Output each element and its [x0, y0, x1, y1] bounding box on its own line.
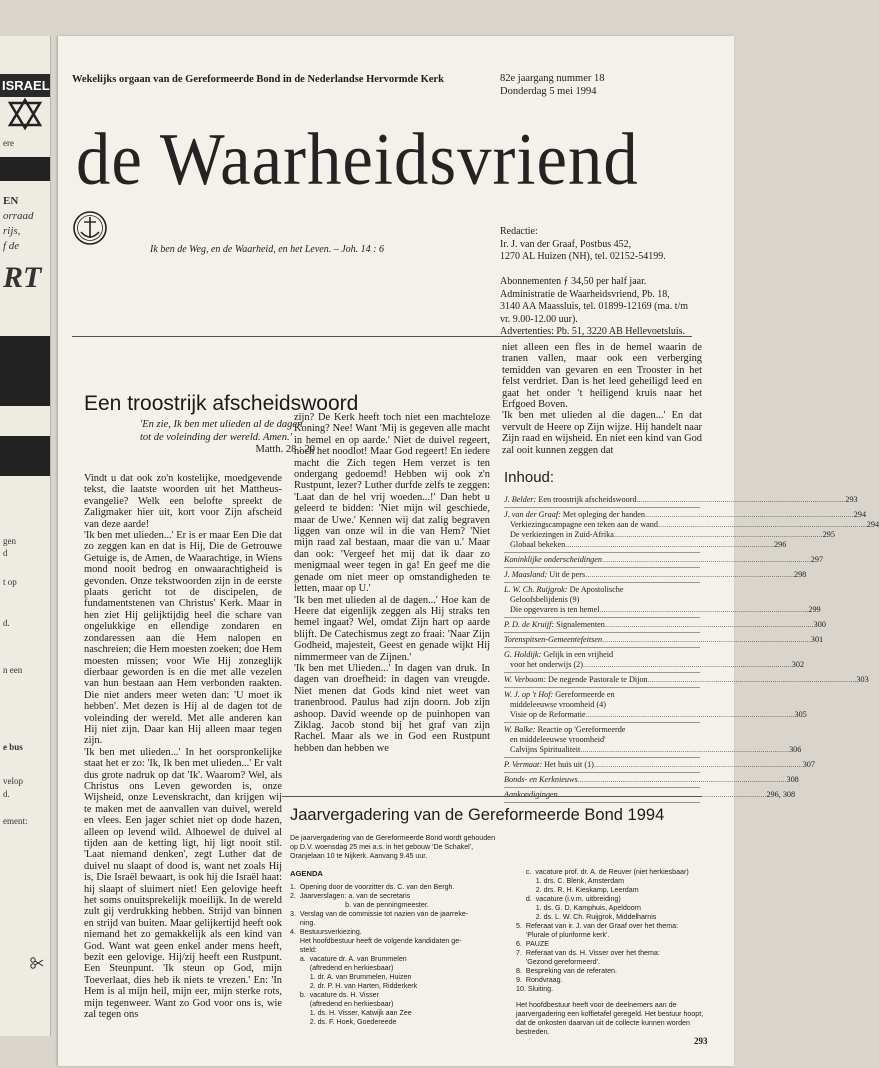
- agenda-line: 6. PAUZE: [516, 940, 549, 948]
- toc-page: 298: [793, 570, 807, 579]
- toc-page: 299: [808, 605, 821, 614]
- toc-page: 294: [853, 510, 867, 519]
- toc-author: Bonds- en Kerknieuws: [504, 775, 578, 784]
- article-column-1: [84, 473, 282, 1021]
- prev-ad-block: [0, 336, 50, 406]
- organ-line: Wekelijks orgaan van de Gereformeerde Bond in de Nederlandse Hervormde Kerk: [72, 74, 444, 85]
- prev-fragment: gen: [3, 535, 16, 546]
- subscription-line: Advertenties: Pb. 51, 3220 AB Hellevoetsluis.: [500, 326, 685, 337]
- issue-date: Donderdag 5 mei 1994: [500, 86, 597, 98]
- agenda-line: b. vacature ds. H. Visser: [290, 991, 379, 999]
- agenda-label: AGENDA: [290, 869, 323, 878]
- divider: [72, 336, 692, 337]
- toc-line-text: [504, 725, 625, 735]
- toc-item: [504, 583, 821, 618]
- subscription-line: 3140 AA Maassluis, tel. 01899-12169 (ma. t/m: [500, 301, 689, 312]
- toc-leader: [645, 510, 854, 520]
- toc-line: [504, 555, 824, 565]
- toc-author: Torenspitsen-Gemeentefeitsen: [504, 635, 603, 644]
- toc-text: Met opleging der handen: [560, 510, 645, 519]
- epigraph-text: 'En zie, Ik ben met ulieden al de dagen tot de voleinding der wereld. Amen.': [140, 419, 303, 443]
- toc-page: 306: [789, 745, 802, 754]
- toc-line-text: [510, 540, 565, 550]
- agenda-line: ning.: [290, 919, 316, 927]
- toc-item: [504, 758, 815, 773]
- toc-text: Calvijns Spiritualiteit: [510, 745, 581, 754]
- toc-line-text: [504, 760, 594, 770]
- agenda-line: 2. dr. P. H. van Harten, Ridderkerk: [290, 982, 418, 990]
- toc-page: 296, 308: [766, 790, 796, 799]
- toc-text: De negende Pastorale te Dijon: [546, 675, 648, 684]
- toc-line-text: [510, 520, 658, 530]
- agenda-line: b. van de penningmeester.: [290, 901, 429, 909]
- toc-leader: [602, 635, 811, 645]
- toc-text: middeleeuwse vroomheid (4): [510, 700, 606, 709]
- toc-text: Die opgevaren is ten hemel: [510, 605, 600, 614]
- toc-line-text: [504, 510, 645, 520]
- article-title: Een troostrijk afscheidswoord: [84, 392, 359, 415]
- prev-fragment: RT: [3, 260, 42, 294]
- prev-fragment: ement:: [3, 815, 28, 826]
- article-column-2: [294, 412, 490, 791]
- agenda-line: c. vacature prof. dr. A. de Reuver (niet herkiesbaar): [516, 868, 689, 876]
- toc-leader: [578, 775, 787, 785]
- toc-text: De Apostolische: [567, 585, 624, 594]
- toc-item: [504, 648, 805, 673]
- newspaper-page: [58, 36, 879, 1066]
- toc-leader: [558, 790, 767, 800]
- toc-text: Het huis uit (1): [542, 760, 594, 769]
- toc-item: [504, 553, 824, 568]
- toc-author: Koninklijke onderscheidingen: [504, 555, 602, 564]
- agenda-line: Het hoofdbestuur heeft de volgende kandidaten ge-: [290, 937, 462, 945]
- agenda-line: 2. Jaarverslagen: a. van de secretaris: [290, 892, 411, 900]
- agenda-right-column: [516, 868, 716, 994]
- subscription-line: Abonnementen ƒ 34,50 per half jaar.: [500, 276, 647, 287]
- issue-info: [500, 72, 604, 98]
- toc-page: 301: [810, 635, 824, 644]
- toc-author: W. J. op 't Hof:: [504, 690, 554, 699]
- table-of-contents: [504, 493, 879, 803]
- agenda-line: 9. Rondvraag.: [516, 976, 563, 984]
- toc-item: [504, 618, 826, 633]
- toc-leader: [583, 660, 792, 670]
- toc-line: [504, 570, 807, 580]
- prev-fragment: n een: [3, 664, 23, 675]
- toc-line: [504, 710, 807, 720]
- toc-page: 300: [813, 620, 826, 629]
- toc-item: [504, 723, 802, 758]
- toc-leader: [586, 710, 795, 720]
- page-number: 293: [694, 1036, 708, 1046]
- toc-line-text: [504, 620, 605, 630]
- toc-leader: [648, 675, 857, 685]
- agenda-line: 'Gezond gereformeerd'.: [516, 958, 600, 966]
- toc-line-text: [504, 570, 585, 580]
- toc-line-text: [504, 775, 578, 785]
- meeting-title: Jaarvergadering van de Gereformeerde Bond 1994: [290, 806, 665, 824]
- prev-fragment: d.: [3, 789, 10, 800]
- epigraph-ref: Matth. 28 : 20: [255, 444, 315, 456]
- redaction-label: Redactie:: [500, 226, 538, 237]
- toc-line-text: [504, 790, 558, 800]
- toc-line: [504, 690, 700, 700]
- toc-line: [504, 745, 802, 755]
- paragraph: 'Ik ben met ulieden al die dagen...' En dat vervult de Heere op Zijn wijze. Hij handelt naar Zijn raad en wijsheid. En niet een kind van God zal ooit kunnen zeggen dat: [502, 410, 702, 456]
- agenda-line: 1. ds. G. D. Kamphuis, Apeldoorn: [516, 904, 641, 912]
- toc-line: [504, 660, 805, 670]
- divider: [282, 796, 702, 797]
- toc-author: J. van der Graaf:: [504, 510, 561, 519]
- prev-fragment: f de: [3, 240, 20, 253]
- paragraph: 'Ik ben met ulieden...' In het oorspronkelijke staat het er zo: 'Ik, Ik ben met ulieden...' Er valt dus grote nadruk op dat 'Ik'. Waarom? Wel, als Christus ons Leven geworden is, onze Wijsheid, onze Levenskracht, dan krijgen wij te maken met de aanvallen van duivel, wereld en vlees. Een jager schiet niet op dode hazen, alleen op levend wild. Alhoewel de duivel al tijden aan de ketting ligt, hij ligt nooit stil. 'Laat niemand denken', zegt Luther dat de duivel nu slaapt of dood is, want net zoals Hij is, Die Israël bewaart, is ook hij die Israël haat: hij slaapt of sluimert niet! Een gelovige heeft het soms onuitsprekelijk moeilijk. In de wereld zult gij verdrukking hebben. Strijd van binnen en strijd van buiten. Maar gelijkertijd heeft ook niemand het zo gemakkelijk als een kind van God. Want wat geen enkel ander mens heeft, bezit een gelovige. Hij/zij heeft een Rustpunt. Een Steunpunt. 'Ik steun op God, mijn Toeverlaat, dies heb ik niets te vrezen.' En: 'In Hem is al mijn heil, mijn eer, mijn sterke rots, mijn tegenweer. Want zo God voor ons is, wie zal tegen ons: [84, 746, 282, 1021]
- agenda-line: 4. Bestuursverkiezing.: [290, 928, 362, 936]
- toc-line: [504, 595, 700, 605]
- prev-fragment: orraad: [3, 209, 34, 222]
- toc-line-text: [504, 555, 602, 565]
- toc-text: Uit de pers: [547, 570, 586, 579]
- toc-leader: [658, 520, 867, 530]
- toc-author: P. Vermaat:: [504, 760, 543, 769]
- toc-page: 293: [845, 495, 858, 504]
- toc-text: Gelijk in een vrijheid: [541, 650, 614, 659]
- paragraph: 'Ik ben met Ulieden...' In dagen van druk. In dagen van droefheid: in dagen van vreugde. Niet menen dat Gods kind niet weet van tranenbrood. Paulus had zijn doorn. Job zijn ashoop. David weende op de puinhopen van Ziklag. Jacob stond bij het graf van zijn Rachel. Maar als we in God een Rustpunt hebben dan hebben we: [294, 662, 490, 754]
- toc-line-text: [510, 660, 583, 670]
- toc-text: Visie op de Reformatie: [510, 710, 586, 719]
- toc-page: 302: [791, 660, 805, 669]
- toc-line: [504, 760, 815, 770]
- toc-line: [504, 775, 799, 785]
- agenda-line: 3. Verslag van de commissie tot nazien van de jaarreke-: [290, 910, 469, 918]
- toc-line-text: [504, 495, 637, 505]
- toc-item: [504, 673, 869, 688]
- previous-page-edge: [0, 36, 51, 1036]
- toc-line-text: [504, 585, 624, 595]
- toc-text: Geloofsbelijdenis (9): [510, 595, 580, 604]
- toc-line: [504, 735, 700, 745]
- agenda-line: steld:: [290, 946, 317, 954]
- toc-author: J. Belder:: [504, 495, 537, 504]
- toc-line-text: [510, 605, 600, 615]
- agenda-line: 10. Sluiting.: [516, 985, 554, 993]
- prev-fragment: d.: [3, 617, 10, 628]
- toc-leader: [600, 605, 809, 615]
- toc-page: 295: [822, 530, 835, 539]
- toc-line-text: [510, 700, 606, 710]
- toc-line-text: [510, 530, 614, 540]
- toc-author: P. D. de Kruijf:: [504, 620, 555, 629]
- prev-fragment: t op: [3, 577, 17, 588]
- toc-title: Inhoud:: [504, 469, 555, 486]
- toc-line-text: [510, 595, 579, 605]
- paragraph: Vindt u dat ook zo'n kostelijke, moedgevende tekst, die laatste woorden uit het Mattheus-evangelie? Welk een belofte spreekt de Zaligmaker hier uit, kort voor Zijn afscheid van deze aarde!: [84, 473, 282, 530]
- toc-leader: [614, 530, 823, 540]
- paragraph: 'Ik ben met ulieden al de dagen...' Hoe kan de Heere dat eigenlijk zeggen als Hij straks ten hemel ingaat? Wel, omdat Zijn hart op aarde blijft. De Catechismus zegt zo fraai: 'Naar Zijn Godheid, majesteit, Geest en genade wijkt Hij nimmermeer van de Zijnen.': [294, 594, 490, 663]
- scissors-icon: [30, 956, 44, 970]
- agenda-line: 5. Referaat van ir. J. van der Graaf over het thema:: [516, 922, 679, 930]
- toc-line: [504, 675, 869, 685]
- prev-fragment: e bus: [3, 741, 23, 752]
- toc-line-text: [510, 710, 586, 720]
- toc-leader: [585, 570, 794, 580]
- subscription-block: [500, 276, 688, 339]
- toc-text: Verkiezingscampagne een teken aan de wand: [510, 520, 658, 529]
- toc-author: W. Verboom:: [504, 675, 546, 684]
- prev-fragment: velop: [3, 776, 23, 787]
- toc-item: [504, 773, 799, 788]
- article-column-3: [502, 342, 702, 456]
- epigraph: [140, 419, 315, 457]
- toc-author: G. Holdijk:: [504, 650, 542, 659]
- toc-item: [504, 508, 879, 553]
- toc-line-text: [504, 690, 615, 700]
- motto: Ik ben de Weg, en de Waarheid, en het Leven. – Joh. 14 : 6: [150, 244, 385, 255]
- masthead-title: de Waarheidsvriend: [76, 119, 639, 201]
- toc-author: W. Balke:: [504, 725, 536, 734]
- toc-line: [504, 605, 821, 615]
- agenda-left-column: [290, 883, 500, 1027]
- toc-page: 308: [786, 775, 799, 784]
- toc-line: [504, 530, 835, 540]
- agenda-line: 1. ds. H. Visser, Katwijk aan Zee: [290, 1009, 412, 1017]
- toc-page: 307: [802, 760, 815, 769]
- toc-line-text: [504, 635, 602, 645]
- toc-leader: [594, 760, 803, 770]
- toc-page: 297: [810, 555, 824, 564]
- toc-item: [504, 568, 807, 583]
- agenda-line: 1. dr. A. van Brummelen, Huizen: [290, 973, 412, 981]
- toc-line: [504, 700, 700, 710]
- toc-page: 305: [794, 710, 807, 719]
- toc-page: 296: [774, 540, 787, 549]
- agenda-line: 2. ds. F. Hoek, Goedereede: [290, 1018, 397, 1026]
- agenda-line: 1. drs. C. Blenk, Amsterdam: [516, 877, 625, 885]
- toc-item: [504, 493, 858, 508]
- prev-black-bar: [0, 157, 50, 181]
- agenda-line: 2. drs. R. H. Kieskamp, Leerdam: [516, 886, 639, 894]
- toc-line: [504, 650, 700, 660]
- star-of-david-icon: [0, 97, 50, 131]
- subscription-line: vr. 9.00-12.00 uur).: [500, 313, 578, 325]
- toc-item: [504, 688, 807, 723]
- meeting-footer: Het hoofdbestuur heeft voor de deelnemers aan de jaarvergadering een koffietafel geregeld. Het bestuur hoopt, dat de onkosten daarvan uit de collecte kunnen worden bestreden.: [516, 1001, 704, 1036]
- toc-line: [504, 510, 867, 520]
- redaction-block: [500, 226, 666, 264]
- toc-leader: [602, 555, 811, 565]
- paragraph: niet alleen een fles in de hemel waarin de tranen vallen, maar ook een verberging temidden van gevaren en een Trooster in het felst verdriet. Dan is het leed geheiligd leed en gaat het onder 't heiligend kruis naar het Erfgoed Boven.: [502, 342, 702, 411]
- prev-fragment: d: [3, 548, 8, 559]
- toc-line: [504, 790, 796, 800]
- agenda-line: (aftredend en herkiesbaar): [290, 964, 394, 972]
- toc-line: [504, 520, 879, 530]
- toc-line: [504, 540, 787, 550]
- agenda-line: 'Plurale of pluriforme kerk'.: [516, 931, 610, 939]
- redaction-line: Ir. J. van der Graaf, Postbus 452,: [500, 238, 632, 250]
- toc-line: [504, 725, 700, 735]
- toc-author: J. Maasland:: [504, 570, 548, 579]
- toc-line-text: [504, 675, 648, 685]
- prev-fragment: EN: [3, 194, 19, 207]
- issue-volume: 82e jaargang nummer 18: [500, 73, 605, 84]
- toc-text: voor het onderwijs (2): [510, 660, 583, 669]
- subscription-line: Administratie de Waarheidsvriend, Pb. 18,: [500, 288, 670, 300]
- agenda-line: 1. Opening door de voorzitter ds. C. van den Bergh.: [290, 883, 455, 891]
- toc-leader: [637, 495, 846, 505]
- agenda-line: (aftredend en herkiesbaar): [290, 1000, 394, 1008]
- toc-line-text: [510, 745, 580, 755]
- toc-line-text: [504, 650, 613, 660]
- toc-author: Aankondigingen: [504, 790, 558, 799]
- toc-line: [504, 620, 826, 630]
- toc-author: L. W. Ch. Ruijgrok:: [504, 585, 568, 594]
- toc-text: Globaal bekeken: [510, 540, 566, 549]
- israel-banner: ISRAEL: [0, 74, 50, 97]
- toc-page: 294: [866, 520, 879, 529]
- toc-item: [504, 633, 824, 648]
- toc-leader: [580, 745, 789, 755]
- paragraph: zijn? De Kerk heeft toch niet een machteloze Koning? Nee! Want 'Mij is gegeven alle macht in hemel en op aarde.' Niet de duivel regeert, noch het noodlot! Maar God regeert! En iedere macht die Zich tegen Hem verzet is ten ondergang gedoemd! Hebben wij ook z'n Rustpunt, lezer? Luther durfde zelfs te zeggen: 'Laat dan de hel vrij woeden...!' Dan hebt u geleerd te bidden: 'Niet mijn wil geschiede, maar de Uwe.' Kennen wij dat zalig begraven liggen van onze wil in die van Hem? 'Niet mijn raad zal bestaan, maar die van u.' Maar dan ook: 'Vergeef het mij dat ik daar zo menigmaal weer tegen in ga! En geef me die genade om niet meer op omstandigheden te letten, maar op U.': [294, 412, 490, 595]
- paragraph: 'Ik ben met ulieden...' Er is er maar Een Die dat zo zeggen kan en dat is Hij, Die de Getrouwe Getuige is, de Amen, de Waarachtige, in Wiens mond nooit bedrog en onwaarachtigheid is gevonden. Onze tekstwoorden zijn in de eerste plaats gericht tot de discipelen, de fundamentstenen van Christus' Kerk. Maar in hen ziet Hij gelijktijdig heel die schare van ongelukkige en ellendige zondaren en zondaressen aan die Hem nalopen en naschreien; die Hem moesten zoeken; doe Hem moesten missen; voor Wie Hij zonzeglijk dierbaar geworden is en die met alle vezelen van hun bestaan aan Hem verbonden raakten. Die niet anders meer weten dan: 'U moet ik hebben'. Met dezen is Hij al de dagen tot de voleinding der wereld. Met alle anderen kan Hij niet zijn. Daar kan Hij alleen maar tegen zijn.: [84, 530, 282, 747]
- agenda-line: d. vacature (i.v.m. uitbreiding): [516, 895, 621, 903]
- toc-text: De verkiezingen in Zuid-Afrika: [510, 530, 614, 539]
- toc-leader: [565, 540, 774, 550]
- prev-fragment: rijs,: [3, 225, 21, 238]
- agenda-line: 8. Bespreking van de referaten.: [516, 967, 617, 975]
- agenda-line: 7. Referaat van ds. H. Visser over het thema:: [516, 949, 660, 957]
- toc-line: [504, 585, 700, 595]
- toc-text: Reactie op 'Gereformeerde: [535, 725, 626, 734]
- toc-line-text: [510, 735, 606, 745]
- prev-fragment: ere: [3, 138, 14, 148]
- toc-text: Gereformeerde en: [553, 690, 615, 699]
- toc-leader: [605, 620, 814, 630]
- redaction-line: 1270 AL Huizen (NH), tel. 02152-54199.: [500, 251, 666, 262]
- prev-ad-block: [0, 436, 50, 476]
- agenda-line: a. vacature dr. A. van Brummelen: [290, 955, 407, 963]
- toc-line: [504, 635, 824, 645]
- toc-page: 303: [856, 675, 869, 684]
- agenda-line: 2. ds. L. W. Ch. Ruijgrok, Middelharnis: [516, 913, 657, 921]
- toc-text: Signalementen: [554, 620, 605, 629]
- toc-text: en middeleeuwse vroomheid': [510, 735, 606, 744]
- anchor-logo-icon: [72, 208, 108, 248]
- toc-line: [504, 495, 858, 505]
- toc-text: Een troostrijk afscheidswoord: [536, 495, 637, 504]
- meeting-intro: De jaarvergadering van de Gereformeerde Bond wordt gehouden op D.V. woensdag 25 mei a.s. in het gebouw 'De Schakel', Oranjelaan 10 te Nijkerk. Aanvang 9.45 uur.: [290, 834, 496, 860]
